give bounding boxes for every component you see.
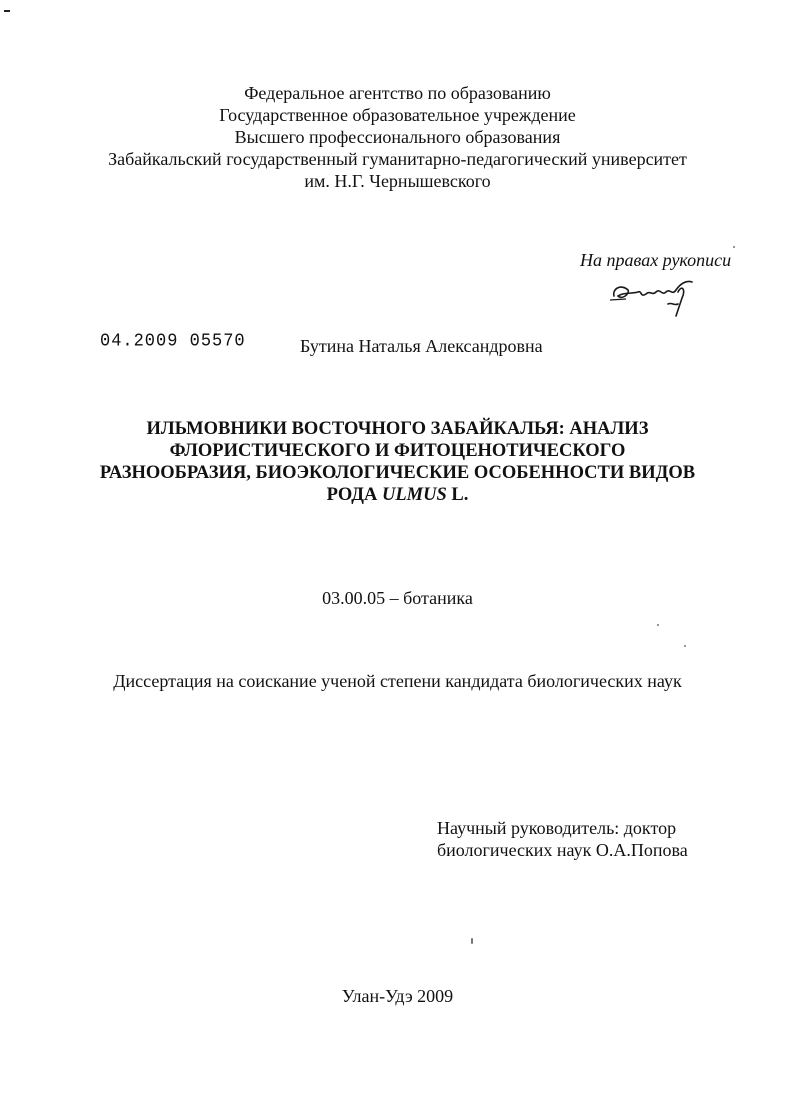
title-line: ФЛОРИСТИЧЕСКОГО И ФИТОЦЕНОТИЧЕСКОГО (169, 441, 626, 461)
author-name: Бутина Наталья Александровна (300, 336, 543, 356)
supervisor-line: биологических наук О.А.Попова (437, 840, 688, 860)
supervisor-line: Научный руководитель: доктор (437, 818, 677, 838)
scan-speck (471, 938, 473, 944)
header-line: Забайкальский государственный гуманитарно-педагогический университет (108, 149, 687, 169)
city-year: Улан-Удэ 2009 (341, 986, 454, 1006)
title-line: РАЗНООБРАЗИЯ, БИОЭКОЛОГИЧЕСКИЕ ОСОБЕННОСТИ ВИДОВ (99, 463, 696, 483)
title-line (0, 484, 795, 506)
scan-speck (657, 624, 659, 626)
scan-speck (684, 645, 686, 647)
header-line: Федеральное агентство по образованию (244, 83, 551, 103)
archive-number: 04.2009 05570 (100, 331, 246, 352)
scan-mark (4, 10, 10, 12)
genus-name: ULMUS (382, 485, 447, 505)
title-prefix: РОДА (326, 485, 382, 505)
manuscript-rights-note: На правах рукописи (580, 250, 732, 270)
scan-speck (733, 246, 735, 248)
header-line: Государственное образовательное учреждение (219, 105, 576, 125)
title-suffix: L. (446, 485, 469, 505)
specialty-code: 03.00.05 – ботаника (322, 588, 473, 608)
header-line: Высшего профессионального образования (234, 127, 561, 147)
degree-statement: Диссертация на соискание ученой степени кандидата биологических наук (113, 671, 682, 691)
header-line: им. Н.Г. Чернышевского (304, 171, 491, 191)
signature-icon (608, 272, 708, 320)
title-line: ИЛЬМОВНИКИ ВОСТОЧНОГО ЗАБАЙКАЛЬЯ: АНАЛИЗ (146, 419, 649, 439)
